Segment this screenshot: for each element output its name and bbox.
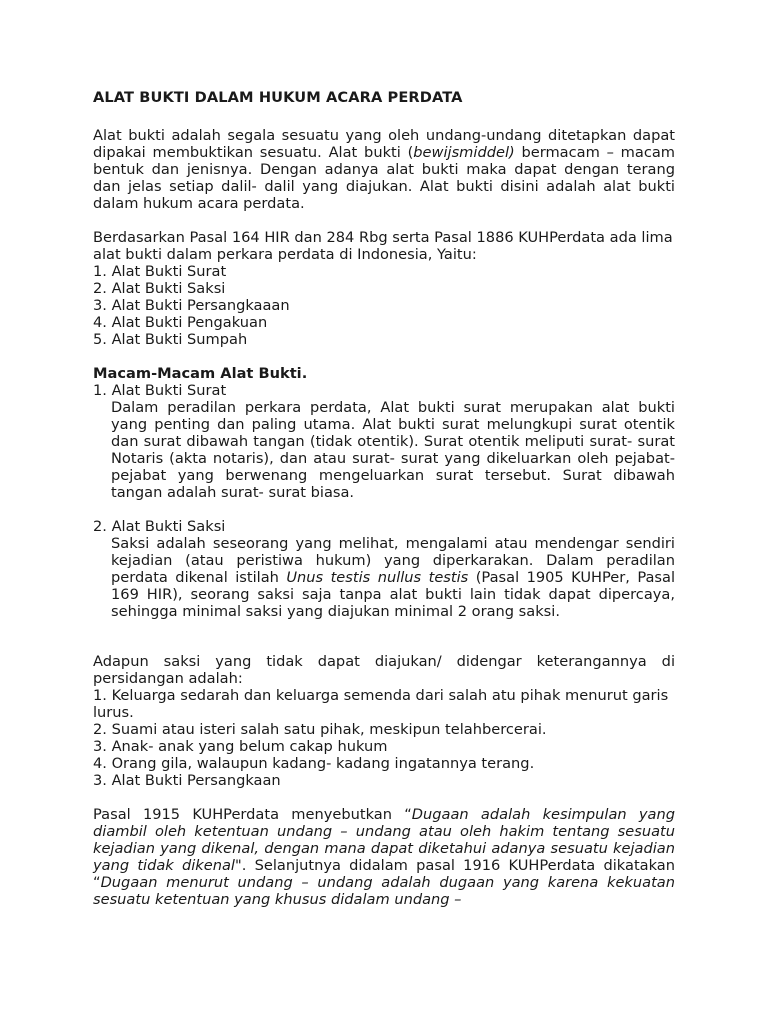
list-item: 1. Alat Bukti Surat: [93, 263, 227, 280]
document-title: ALAT BUKTI DALAM HUKUM ACARA PERDATA: [93, 89, 463, 106]
saksi-text-2: (Pasal 1905 KUHPer, Pasal 169 HIR), seorang saksi saja tanpa alat bukti lain tidak dapat dipercaya, sehingga minimal saksi yang diajukan minimal 2 orang saksi.: [111, 569, 676, 620]
list-item: 1. Keluarga sedarah dan keluarga semenda dari salah atu pihak menurut garis lurus.: [93, 687, 669, 721]
excluded-intro: Adapun saksi yang tidak dapat diajukan/ didengar keterangannya di persidangan adalah:: [93, 653, 675, 687]
list-item: 3. Alat Bukti Persangkaan: [93, 772, 281, 789]
list-item: 4. Orang gila, walaupun kadang- kadang ingatannya terang.: [93, 755, 535, 772]
saksi-italic-term: Unus testis nullus testis: [286, 569, 469, 586]
persangkaan-paragraph: [93, 806, 675, 908]
excluded-list: [93, 687, 675, 789]
intro-text-2: bermacam – macam bentuk dan jenisnya. Dengan adanya alat bukti maka dapat dengan terang dan jelas setiap dalil- dalil yang diajukan. Alat bukti disini adalah alat bukti dalam hukum acara perdata.: [93, 144, 676, 212]
saksi-paragraph: [93, 535, 675, 620]
persangkaan-quote-1: Dugaan adalah kesimpulan yang diambil oleh ketentuan undang – undang atau oleh hakim tentang sesuatu kejadian yang dikenal, dengan mana dapat diketahui adanya sesuatu kejadian yang tidak dikenal: [93, 806, 675, 874]
evidence-list: [93, 263, 675, 348]
document-page: [93, 89, 675, 908]
intro-text-1: Alat bukti adalah segala sesuatu yang oleh undang-undang ditetapkan dapat dipakai membuktikan sesuatu. Alat bukti (: [93, 127, 675, 161]
intro-italic-term: bewijsmiddel): [413, 144, 515, 161]
basis-paragraph: Berdasarkan Pasal 164 HIR dan 284 Rbg serta Pasal 1886 KUHPerdata ada lima alat bukti dalam perkara perdata di Indonesia, Yaitu:: [93, 229, 673, 263]
list-item: 3. Alat Bukti Persangkaaan: [93, 297, 290, 314]
persangkaan-quote-2: Dugaan menurut undang – undang adalah dugaan yang karena kekuatan sesuatu ketentuan yang khusus didalam undang –: [93, 874, 675, 908]
list-item: 5. Alat Bukti Sumpah: [93, 331, 248, 348]
list-item: 3. Anak- anak yang belum cakap hukum: [93, 738, 388, 755]
intro-paragraph: [93, 127, 675, 212]
saksi-label: 2. Alat Bukti Saksi: [93, 518, 226, 535]
persangkaan-text-1: Pasal 1915 KUHPerdata menyebutkan “: [93, 806, 412, 823]
section-heading: Macam-Macam Alat Bukti.: [93, 365, 308, 382]
saksi-text-1: Saksi adalah seseorang yang melihat, mengalami atau mendengar sendiri kejadian (atau peristiwa hukum) yang diperkarakan. Dalam peradilan perdata dikenal istilah: [111, 535, 675, 586]
surat-label: 1. Alat Bukti Surat: [93, 382, 227, 399]
list-item: 4. Alat Bukti Pengakuan: [93, 314, 268, 331]
surat-paragraph: Dalam peradilan perkara perdata, Alat bukti surat merupakan alat bukti yang penting dan paling utama. Alat bukti surat melungkupi surat otentik dan surat dibawah tangan (tidak otentik). Surat otentik meliputi surat- surat Notaris (akta notaris), dan atau surat- surat yang dikeluarkan oleh pejabat- pejabat yang berwenang mengeluarkan surat tersebut. Surat dibawah tangan adalah surat- surat biasa.: [111, 399, 675, 501]
list-item: 2. Suami atau isteri salah satu pihak, meskipun telahbercerai.: [93, 721, 547, 738]
persangkaan-text-2: ". Selanjutnya didalam pasal 1916 KUHPerdata dikatakan “: [93, 857, 675, 891]
list-item: 2. Alat Bukti Saksi: [93, 280, 226, 297]
